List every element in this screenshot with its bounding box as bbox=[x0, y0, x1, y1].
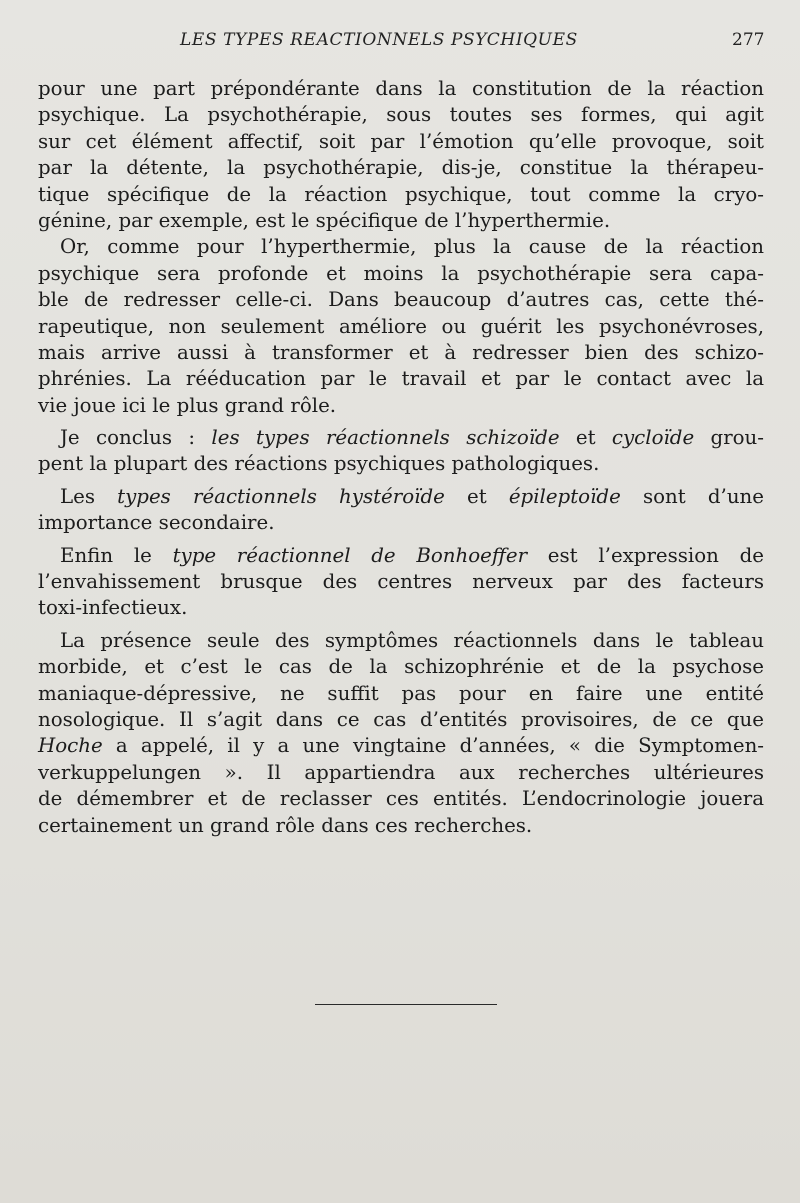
text-line: tique spécifique de la réaction psychique, tout comme la cryo- bbox=[38, 182, 764, 206]
text-line: Je conclus : les types réactionnels schizoïde et cycloïde grou- bbox=[60, 426, 764, 450]
text-line: ble de redresser celle-ci. Dans beaucoup d’autres cas, cette thé- bbox=[38, 288, 764, 312]
text-line: Or, comme pour l’hyperthermie, plus la cause de la réaction bbox=[60, 235, 764, 259]
text-line: l’envahissement brusque des centres nerveux par des facteurs bbox=[38, 570, 764, 594]
text-line: de démembrer et de reclasser ces entités. L’endocrinologie jouera bbox=[38, 787, 764, 811]
text-line: nosologique. Il s’agit dans ce cas d’entités provisoires, de ce que bbox=[38, 707, 764, 731]
paragraph bbox=[38, 543, 764, 622]
text-line: par la détente, la psychothérapie, dis-je, constitue la thérapeu- bbox=[38, 156, 764, 180]
text-line: certainement un grand rôle dans ces recherches. bbox=[38, 813, 533, 837]
text-line: maniaque-dépressive, ne suffit pas pour en faire une entité bbox=[38, 681, 764, 705]
paragraph bbox=[38, 628, 764, 839]
text-line: morbide, et c’est le cas de la schizophrénie et de la psychose bbox=[38, 655, 764, 679]
text-line: pent la plupart des réactions psychiques pathologiques. bbox=[38, 452, 600, 476]
text-line: verkuppelungen ». Il appartiendra aux recherches ultérieures bbox=[38, 760, 764, 784]
text-line: psychique. La psychothérapie, sous toutes ses formes, qui agit bbox=[38, 103, 764, 127]
text-line: Hoche a appelé, il y a une vingtaine d’années, « die Symptomen- bbox=[38, 734, 764, 758]
end-rule bbox=[315, 1004, 497, 1005]
page-number: 277 bbox=[732, 30, 765, 50]
text-line: rapeutique, non seulement améliore ou guérit les psychonévroses, bbox=[38, 314, 764, 338]
running-title: LES TYPES REACTIONNELS PSYCHIQUES bbox=[180, 30, 578, 50]
paragraph bbox=[38, 76, 764, 234]
text-line: phrénies. La rééducation par le travail et par le contact avec la bbox=[38, 367, 764, 391]
paragraph bbox=[38, 234, 764, 419]
text-line: Enfin le type réactionnel de Bonhoeffer est l’expression de bbox=[60, 543, 764, 567]
text-line: pour une part prépondérante dans la constitution de la réaction bbox=[38, 77, 764, 100]
text-line: sur cet élément affectif, soit par l’émotion qu’elle provoque, soit bbox=[38, 129, 764, 153]
text-line: La présence seule des symptômes réactionnels dans le tableau bbox=[60, 628, 764, 652]
text-line: mais arrive aussi à transformer et à redresser bien des schizo- bbox=[38, 340, 764, 364]
paragraph bbox=[38, 484, 764, 537]
text-line: vie joue ici le plus grand rôle. bbox=[38, 393, 337, 417]
paragraph bbox=[38, 425, 764, 478]
text-line: génine, par exemple, est le spécifique de l’hyperthermie. bbox=[38, 208, 611, 232]
body-text bbox=[38, 76, 764, 839]
text-line: Les types réactionnels hystéroïde et épileptoïde sont d’une bbox=[60, 484, 765, 508]
text-line: importance secondaire. bbox=[38, 511, 275, 535]
text-line: psychique sera profonde et moins la psychothérapie sera capa- bbox=[38, 261, 764, 285]
running-header bbox=[0, 30, 800, 54]
text-line: toxi-infectieux. bbox=[38, 596, 188, 620]
